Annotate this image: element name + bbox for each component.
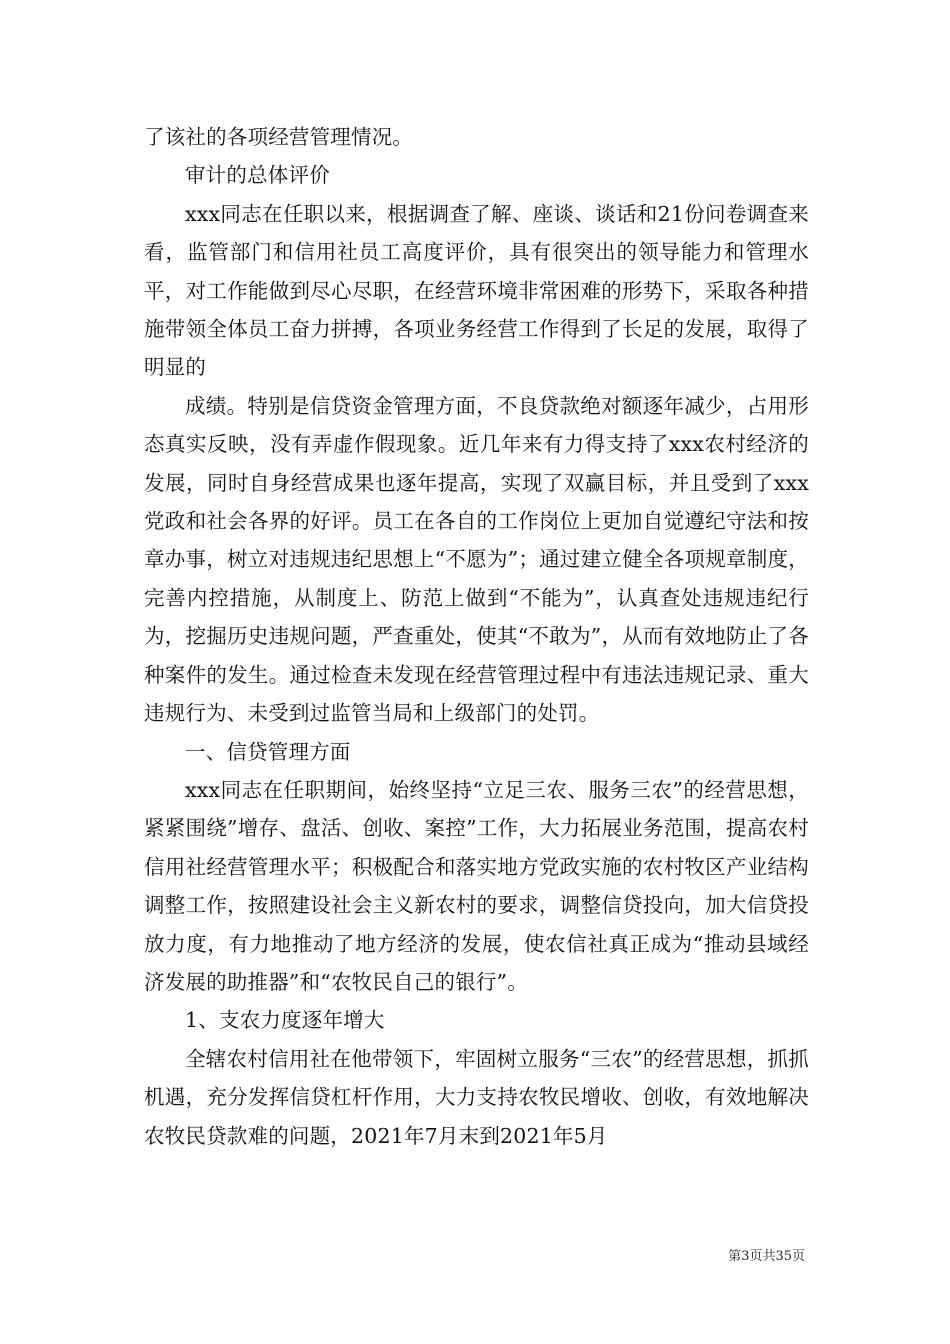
subheading-agriculture-support: 1、支农力度逐年增大	[185, 1008, 385, 1033]
section-heading-credit-management: 一、信贷管理方面	[185, 739, 351, 764]
page-number: 第3页共35页	[728, 1249, 805, 1264]
section-heading-audit-evaluation: 审计的总体评价	[185, 163, 330, 188]
document-body	[144, 118, 809, 1155]
paragraph-3: xxx同志在任职以来，根据调查了解、座谈、谈话和21份问卷调查来看，监管部门和信用社员工高度评价，具有很突出的领导能力和管理水平，对工作能做到尽心尽职，在经营环境非常困难的形势下，采取各种措施带领全体员工奋力拼搏，各项业务经营工作得到了长足的发展，取得了明显的	[144, 201, 809, 380]
paragraph-1: 了该社的各项经营管理情况。	[144, 125, 414, 149]
paragraph-8: 全辖农村信用社在他带领下，牢固树立服务“三农”的经营思想，抓抓机遇，充分发挥信贷杠杆作用，大力支持农牧民增收、创收，有效地解决农牧民贷款难的问题，2021年7月末到2021年5月	[144, 1046, 809, 1148]
paragraph-4: 成绩。特别是信贷资金管理方面，不良贷款绝对额逐年减少，占用形态真实反映，没有弄虚作假现象。近几年来有力得支持了xxx农村经济的发展，同时自身经营成果也逐年提高，实现了双赢目标，并且受到了xxx党政和社会各界的好评。员工在各自的工作岗位上更加自觉遵纪守法和按章办事，树立对违规违纪思想上“不愿为”；通过建立健全各项规章制度，完善内控措施，从制度上、防范上做到“不能为”，认真查处违规违纪行为，挖掘历史违规问题，严查重处，使其“不敢为”，从而有效地防止了各种案件的发生。通过检查未发现在经营管理过程中有违法违规记录、重大违规行为、未受到过监管当局和上级部门的处罚。	[144, 393, 809, 726]
paragraph-6: xxx同志在任职期间，始终坚持“立足三农、服务三农”的经营思想，紧紧围绕”增存、盘活、创收、案控”工作，大力拓展业务范围，提高农村信用社经营管理水平；积极配合和落实地方党政实施的农村牧区产业结构调整工作，按照建设社会主义新农村的要求，调整信贷投向，加大信贷投放力度，有力地推动了地方经济的发展，使农信社真正成为“推动县域经济发展的助推器”和“农牧民自己的银行”。	[144, 777, 809, 994]
